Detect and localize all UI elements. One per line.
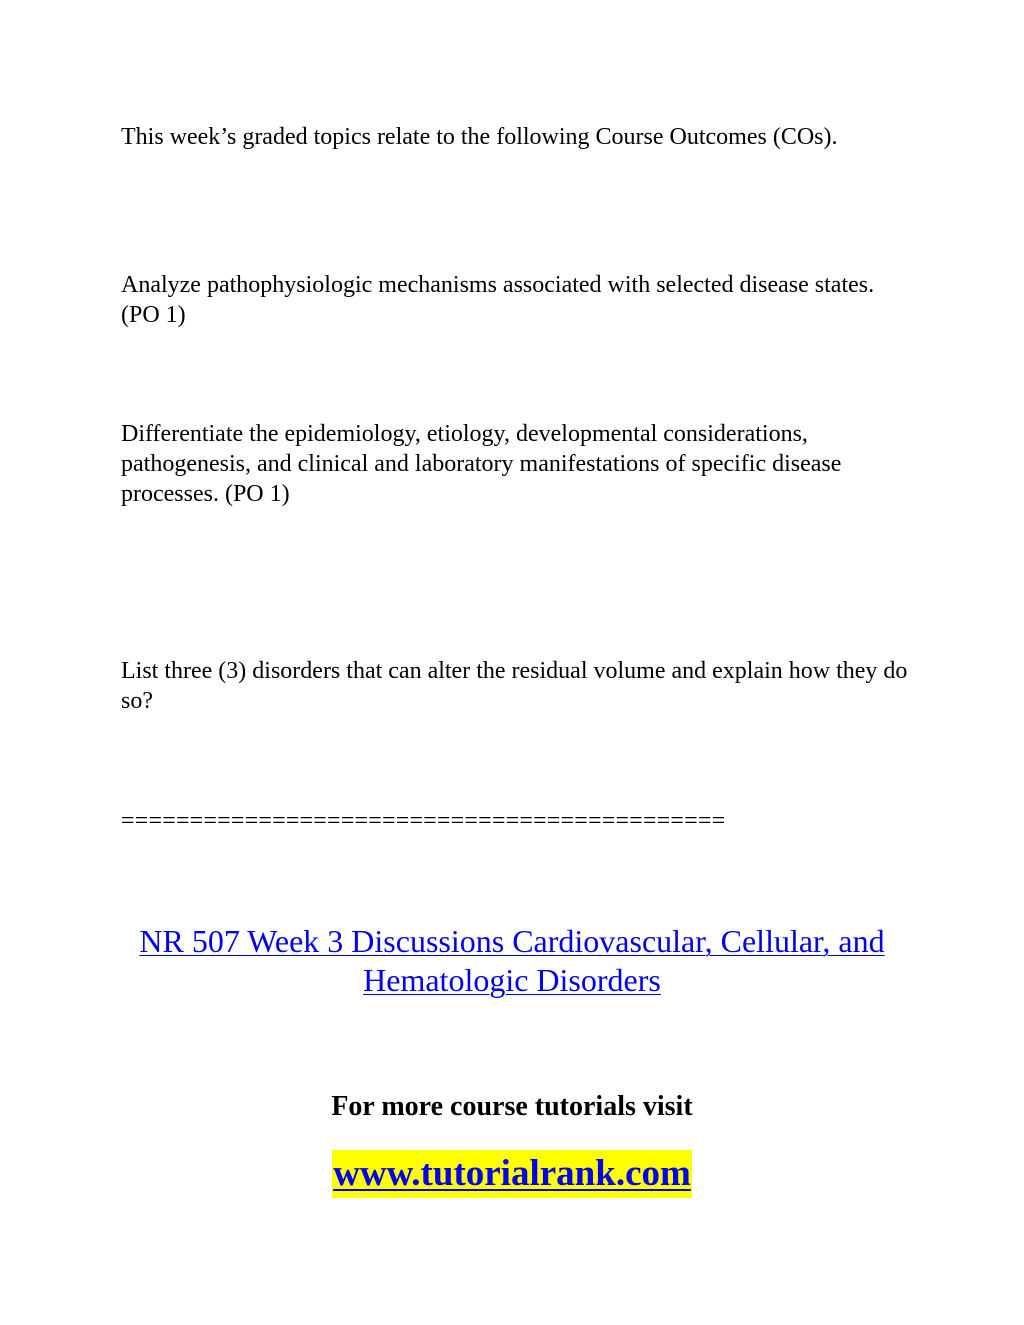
outcome-analyze: Analyze pathophysiologic mechanisms associated with selected disease states. (PO 1) [121,272,875,328]
more-tutorials-heading: For more course tutorials visit [331,1091,693,1122]
course-title-link[interactable]: NR 507 Week 3 Discussions Cardiovascular, Cellular, and Hematologic Disorders [139,923,885,998]
site-link-container [0,1150,1024,1198]
separator-line: ============================================ [121,808,726,834]
outcome-differentiate: Differentiate the epidemiology, etiology, developmental considerations, pathogenesis, and clinical and laboratory manifestations of specific disease processes. (PO 1) [121,421,842,507]
course-outcomes-intro: This week’s graded topics relate to the following Course Outcomes (COs). [121,124,838,150]
discussion-question: List three (3) disorders that can alter the residual volume and explain how they do so? [121,658,908,714]
website-link[interactable]: www.tutorialrank.com [332,1150,692,1198]
